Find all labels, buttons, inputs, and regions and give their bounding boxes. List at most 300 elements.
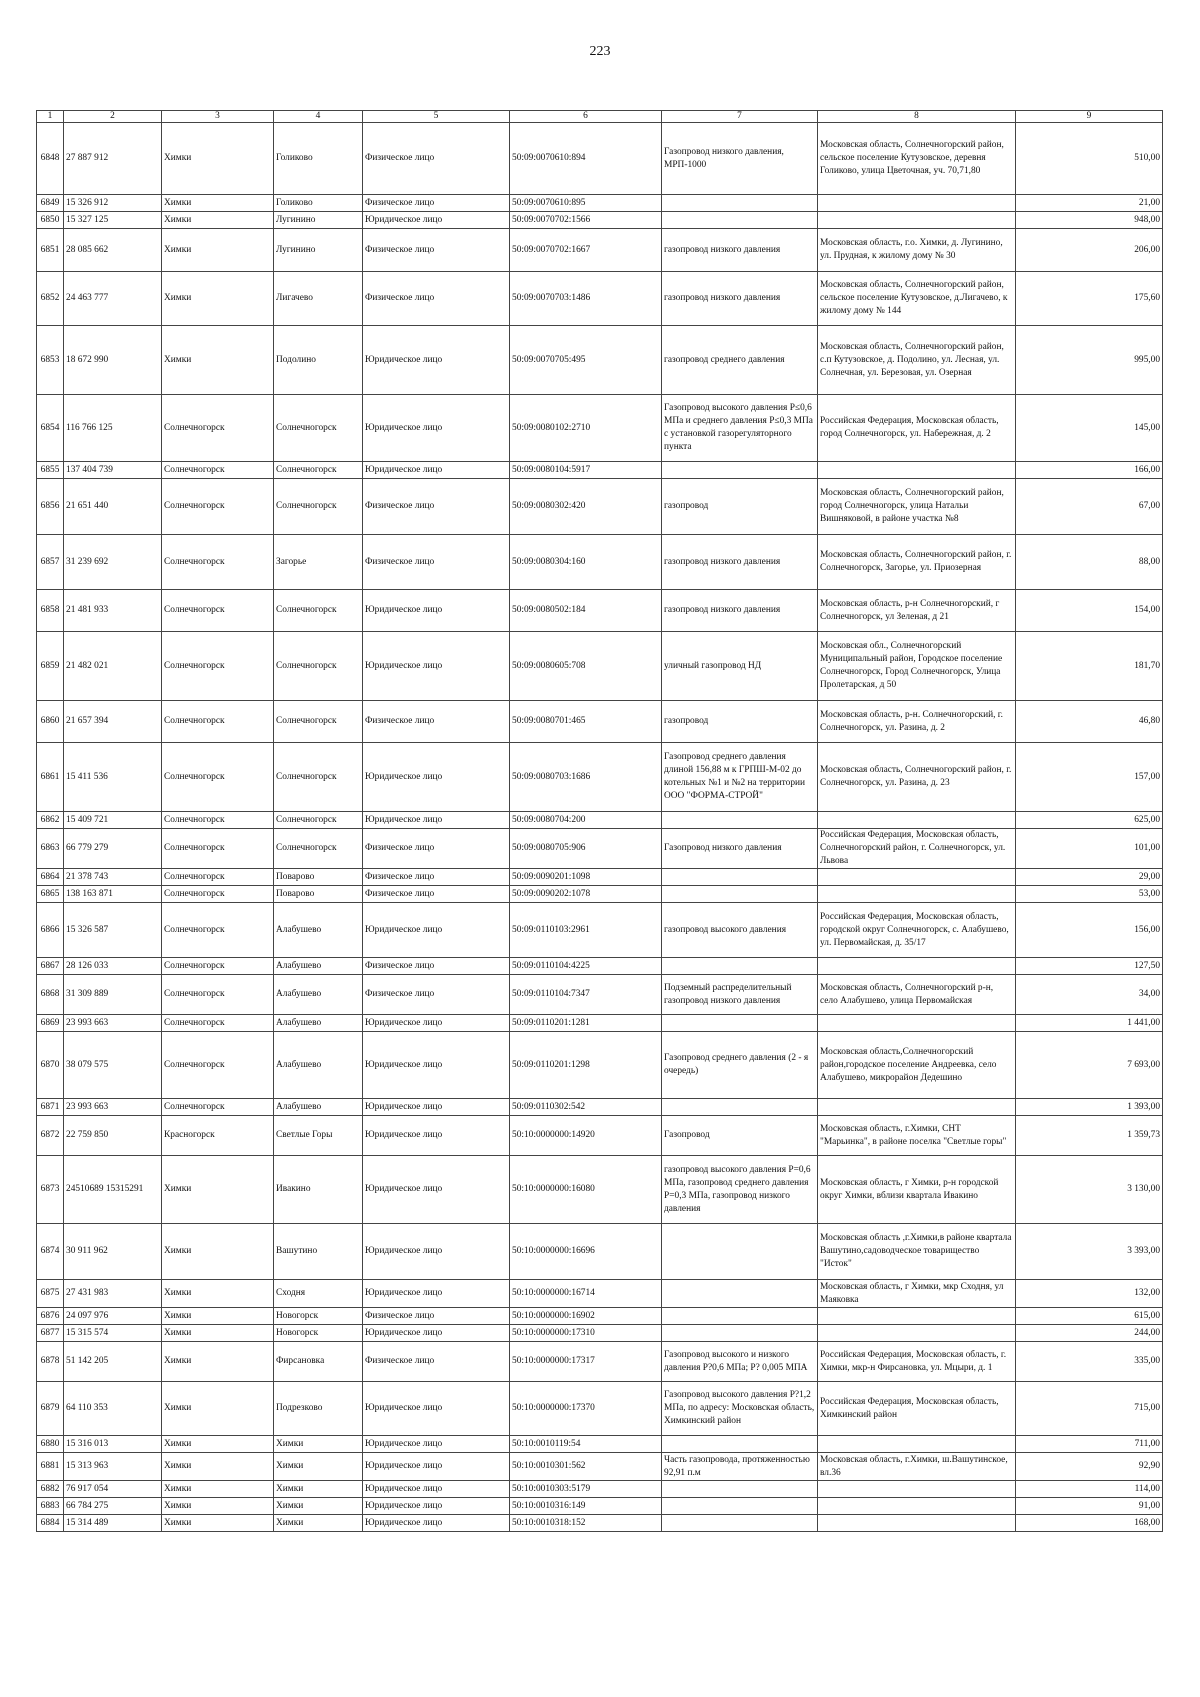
locality-cell: Химки [274,1498,363,1515]
owner-type-cell: Юридическое лицо [363,212,510,229]
address-cell: Российская Федерация, Московская область, город Солнечногорск, ул. Набережная, д. 2 [818,395,1016,462]
locality-cell: Солнечногорск [274,590,363,632]
row-number-cell: 6870 [37,1032,64,1099]
address-cell [818,1099,1016,1116]
owner-type-cell: Юридическое лицо [363,1015,510,1032]
table-row [37,701,1163,743]
cadastral-number-cell: 50:09:0110103:2961 [510,903,662,958]
cadastral-value-cell: 15 326 912 [64,195,162,212]
cadastral-value-cell: 28 085 662 [64,229,162,272]
cadastral-number-cell: 50:09:0080705:906 [510,829,662,869]
cadastral-value-cell: 30 911 962 [64,1224,162,1280]
address-cell: Московская область, г.Химки, ш.Вашутинское, вл.36 [818,1453,1016,1481]
cadastral-value-cell: 21 481 933 [64,590,162,632]
column-header: 6 [510,111,662,123]
object-description-cell [662,1325,818,1342]
table-row [37,462,1163,479]
row-number-cell: 6856 [37,479,64,535]
row-number-cell: 6864 [37,869,64,886]
owner-type-cell: Физическое лицо [363,195,510,212]
row-number-cell: 6865 [37,886,64,903]
address-cell: Московская область, Солнечногорский район, сельское поселение Кутузовское, деревня Голиково, улица Цветочная, уч. 70,71,80 [818,123,1016,195]
table-row [37,869,1163,886]
cadastral-number-cell: 50:10:0000000:17317 [510,1342,662,1382]
table-row [37,958,1163,975]
owner-type-cell: Юридическое лицо [363,632,510,701]
row-number-cell: 6857 [37,535,64,590]
cadastral-value-cell: 51 142 205 [64,1342,162,1382]
locality-cell: Химки [274,1453,363,1481]
area-value-cell: 67,00 [1016,479,1163,535]
district-cell: Солнечногорск [162,535,274,590]
cadastral-number-cell: 50:09:0080703:1686 [510,743,662,812]
locality-cell: Лугинино [274,212,363,229]
row-number-cell: 6862 [37,812,64,829]
area-value-cell: 711,00 [1016,1436,1163,1453]
table-row [37,1382,1163,1436]
cadastral-value-cell: 22 759 850 [64,1116,162,1156]
locality-cell: Подолино [274,326,363,395]
cadastral-number-cell: 50:10:0000000:17310 [510,1325,662,1342]
area-value-cell: 995,00 [1016,326,1163,395]
column-header: 9 [1016,111,1163,123]
object-description-cell: Газопровод высокого давления Р≤0,6 МПа и среднего давления Р≤0,3 МПа с установкой газорегуляторного пункта [662,395,818,462]
owner-type-cell: Физическое лицо [363,1308,510,1325]
address-cell: Российская Федерация, Московская область, Солнечногорский район, г. Солнечногорск, ул. Львова [818,829,1016,869]
row-number-cell: 6849 [37,195,64,212]
cadastral-number-cell: 50:09:0080304:160 [510,535,662,590]
cadastral-number-cell: 50:09:0110104:4225 [510,958,662,975]
object-description-cell [662,1498,818,1515]
cadastral-number-cell: 50:09:0080104:5917 [510,462,662,479]
locality-cell: Поварово [274,886,363,903]
row-number-cell: 6855 [37,462,64,479]
locality-cell: Химки [274,1481,363,1498]
locality-cell: Голиково [274,195,363,212]
table-row [37,1224,1163,1280]
row-number-cell: 6883 [37,1498,64,1515]
row-number-cell: 6871 [37,1099,64,1116]
locality-cell: Солнечногорск [274,701,363,743]
cadastral-value-cell: 138 163 871 [64,886,162,903]
cadastral-number-cell: 50:10:0010316:149 [510,1498,662,1515]
area-value-cell: 615,00 [1016,1308,1163,1325]
cadastral-number-cell: 50:09:0070610:894 [510,123,662,195]
object-description-cell [662,1015,818,1032]
table-row [37,1116,1163,1156]
locality-cell: Солнечногорск [274,812,363,829]
address-cell [818,958,1016,975]
area-value-cell: 715,00 [1016,1382,1163,1436]
object-description-cell: газопровод среднего давления [662,326,818,395]
row-number-cell: 6876 [37,1308,64,1325]
address-cell: Московская область, г Химки, мкр Сходня, ул Маяковка [818,1280,1016,1308]
area-value-cell: 3 393,00 [1016,1224,1163,1280]
locality-cell: Вашутино [274,1224,363,1280]
table-row [37,195,1163,212]
table-row [37,975,1163,1015]
cadastral-value-cell: 21 482 021 [64,632,162,701]
district-cell: Химки [162,1515,274,1532]
table-row [37,1280,1163,1308]
district-cell: Солнечногорск [162,869,274,886]
cadastral-value-cell: 137 404 739 [64,462,162,479]
district-cell: Солнечногорск [162,743,274,812]
address-cell [818,462,1016,479]
district-cell: Химки [162,1308,274,1325]
column-header: 7 [662,111,818,123]
area-value-cell: 510,00 [1016,123,1163,195]
area-value-cell: 154,00 [1016,590,1163,632]
cadastral-value-cell: 38 079 575 [64,1032,162,1099]
object-description-cell [662,1481,818,1498]
locality-cell: Светлые Горы [274,1116,363,1156]
data-table [36,110,1163,1532]
cadastral-number-cell: 50:09:0080302:420 [510,479,662,535]
address-cell: Московская область, Солнечногорский район, с.п Кутузовское, д. Подолино, ул. Лесная, ул. Солнечная, ул. Березовая, ул. Озерная [818,326,1016,395]
locality-cell: Алабушево [274,1032,363,1099]
address-cell [818,886,1016,903]
locality-cell: Химки [274,1515,363,1532]
row-number-cell: 6880 [37,1436,64,1453]
object-description-cell: Подземный распределительный газопровод низкого давления [662,975,818,1015]
district-cell: Химки [162,229,274,272]
locality-cell: Солнечногорск [274,462,363,479]
cadastral-number-cell: 50:09:0070610:895 [510,195,662,212]
object-description-cell: Газопровод высокого давления Р?1,2 МПа, по адресу: Московская область, Химкинский район [662,1382,818,1436]
row-number-cell: 6884 [37,1515,64,1532]
row-number-cell: 6872 [37,1116,64,1156]
area-value-cell: 29,00 [1016,869,1163,886]
cadastral-value-cell: 24 097 976 [64,1308,162,1325]
header-row [37,111,1163,123]
cadastral-value-cell: 15 316 013 [64,1436,162,1453]
cadastral-number-cell: 50:09:0080605:708 [510,632,662,701]
address-cell [818,1436,1016,1453]
area-value-cell: 1 359,73 [1016,1116,1163,1156]
cadastral-value-cell: 21 378 743 [64,869,162,886]
district-cell: Солнечногорск [162,479,274,535]
locality-cell: Сходня [274,1280,363,1308]
owner-type-cell: Юридическое лицо [363,462,510,479]
address-cell: Московская область, р-н. Солнечногорский, г. Солнечногорск, ул. Разина, д. 2 [818,701,1016,743]
table-row [37,1308,1163,1325]
cadastral-value-cell: 76 917 054 [64,1481,162,1498]
locality-cell: Фирсановка [274,1342,363,1382]
row-number-cell: 6869 [37,1015,64,1032]
owner-type-cell: Юридическое лицо [363,1498,510,1515]
cadastral-number-cell: 50:10:0000000:16902 [510,1308,662,1325]
cadastral-number-cell: 50:09:0110201:1281 [510,1015,662,1032]
table-row [37,903,1163,958]
area-value-cell: 53,00 [1016,886,1163,903]
object-description-cell: газопровод низкого давления [662,272,818,326]
table-row [37,1436,1163,1453]
object-description-cell: Газопровод [662,1116,818,1156]
table-row [37,1015,1163,1032]
address-cell [818,1515,1016,1532]
row-number-cell: 6859 [37,632,64,701]
object-description-cell [662,1280,818,1308]
area-value-cell: 34,00 [1016,975,1163,1015]
district-cell: Химки [162,326,274,395]
row-number-cell: 6860 [37,701,64,743]
cadastral-number-cell: 50:09:0070702:1566 [510,212,662,229]
owner-type-cell: Юридическое лицо [363,326,510,395]
locality-cell: Алабушево [274,975,363,1015]
object-description-cell: Газопровод среднего давления (2 - я очередь) [662,1032,818,1099]
table-row [37,743,1163,812]
cadastral-number-cell: 50:10:0000000:14920 [510,1116,662,1156]
object-description-cell: газопровод высокого давления [662,903,818,958]
district-cell: Солнечногорск [162,1015,274,1032]
area-value-cell: 156,00 [1016,903,1163,958]
table-row [37,886,1163,903]
area-value-cell: 132,00 [1016,1280,1163,1308]
address-cell: Московская область,Солнечногорский район,городское поселение Андреевка, село Алабушево, микрорайон Дедешино [818,1032,1016,1099]
district-cell: Красногорск [162,1116,274,1156]
cadastral-number-cell: 50:09:0090201:1098 [510,869,662,886]
table-row [37,272,1163,326]
locality-cell: Алабушево [274,1015,363,1032]
owner-type-cell: Юридическое лицо [363,1280,510,1308]
locality-cell: Подрезково [274,1382,363,1436]
address-cell [818,195,1016,212]
area-value-cell: 88,00 [1016,535,1163,590]
owner-type-cell: Физическое лицо [363,886,510,903]
cadastral-number-cell: 50:10:0000000:16714 [510,1280,662,1308]
area-value-cell: 3 130,00 [1016,1156,1163,1224]
row-number-cell: 6873 [37,1156,64,1224]
owner-type-cell: Физическое лицо [363,123,510,195]
cadastral-value-cell: 15 314 489 [64,1515,162,1532]
cadastral-number-cell: 50:10:0010301:562 [510,1453,662,1481]
object-description-cell [662,1515,818,1532]
owner-type-cell: Юридическое лицо [363,1436,510,1453]
district-cell: Солнечногорск [162,1032,274,1099]
row-number-cell: 6877 [37,1325,64,1342]
column-header: 4 [274,111,363,123]
owner-type-cell: Юридическое лицо [363,1224,510,1280]
district-cell: Химки [162,1224,274,1280]
area-value-cell: 1 441,00 [1016,1015,1163,1032]
cadastral-value-cell: 24 463 777 [64,272,162,326]
object-description-cell [662,958,818,975]
table-row [37,1453,1163,1481]
object-description-cell [662,195,818,212]
cadastral-value-cell: 31 309 889 [64,975,162,1015]
locality-cell: Алабушево [274,958,363,975]
owner-type-cell: Физическое лицо [363,535,510,590]
district-cell: Солнечногорск [162,886,274,903]
cadastral-value-cell: 28 126 033 [64,958,162,975]
locality-cell: Солнечногорск [274,479,363,535]
object-description-cell: Часть газопровода, протяженностью 92,91 п.м [662,1453,818,1481]
address-cell: Московская обл., Солнечногорский Муниципальный район, Городское поселение Солнечногорск, Город Солнечногорск, Улица Пролетарская, д 50 [818,632,1016,701]
owner-type-cell: Юридическое лицо [363,1382,510,1436]
cadastral-value-cell: 116 766 125 [64,395,162,462]
owner-type-cell: Юридическое лицо [363,743,510,812]
address-cell [818,869,1016,886]
district-cell: Химки [162,1436,274,1453]
column-header: 8 [818,111,1016,123]
column-header: 2 [64,111,162,123]
locality-cell: Лугинино [274,229,363,272]
district-cell: Солнечногорск [162,958,274,975]
locality-cell: Химки [274,1436,363,1453]
locality-cell: Солнечногорск [274,395,363,462]
owner-type-cell: Юридическое лицо [363,903,510,958]
object-description-cell [662,1308,818,1325]
column-header: 5 [363,111,510,123]
row-number-cell: 6854 [37,395,64,462]
row-number-cell: 6866 [37,903,64,958]
district-cell: Солнечногорск [162,1099,274,1116]
district-cell: Химки [162,272,274,326]
owner-type-cell: Юридическое лицо [363,1515,510,1532]
object-description-cell [662,1099,818,1116]
district-cell: Химки [162,1156,274,1224]
owner-type-cell: Юридическое лицо [363,395,510,462]
table-row [37,590,1163,632]
owner-type-cell: Юридическое лицо [363,1481,510,1498]
owner-type-cell: Юридическое лицо [363,1032,510,1099]
address-cell: Московская область, г.Химки, СНТ "Марьинка", в районе поселка "Светлые горы" [818,1116,1016,1156]
address-cell [818,1308,1016,1325]
cadastral-number-cell: 50:09:0080701:465 [510,701,662,743]
object-description-cell [662,886,818,903]
locality-cell: Загорье [274,535,363,590]
object-description-cell [662,812,818,829]
address-cell: Российская Федерация, Московская область, городской округ Солнечногорск, с. Алабушево, ул. Первомайская, д. 35/17 [818,903,1016,958]
owner-type-cell: Физическое лицо [363,869,510,886]
row-number-cell: 6858 [37,590,64,632]
address-cell: Московская область, Солнечногорский район, сельское поселение Кутузовское, д.Лигачево, к жилому дому № 144 [818,272,1016,326]
address-cell: Московская область, г.о. Химки, д. Лугинино, ул. Прудная, к жилому дому № 30 [818,229,1016,272]
address-cell: Московская область, Солнечногорский район, город Солнечногорск, улица Натальи Вишняковой, в районе участка №8 [818,479,1016,535]
cadastral-number-cell: 50:09:0070703:1486 [510,272,662,326]
cadastral-value-cell: 18 672 990 [64,326,162,395]
district-cell: Химки [162,1382,274,1436]
table-row [37,812,1163,829]
district-cell: Химки [162,1481,274,1498]
area-value-cell: 157,00 [1016,743,1163,812]
cadastral-number-cell: 50:09:0080502:184 [510,590,662,632]
area-value-cell: 175,60 [1016,272,1163,326]
cadastral-value-cell: 15 313 963 [64,1453,162,1481]
table-row [37,326,1163,395]
owner-type-cell: Юридическое лицо [363,812,510,829]
cadastral-value-cell: 23 993 663 [64,1015,162,1032]
district-cell: Химки [162,212,274,229]
area-value-cell: 101,00 [1016,829,1163,869]
object-description-cell [662,1436,818,1453]
address-cell [818,812,1016,829]
district-cell: Химки [162,1325,274,1342]
cadastral-number-cell: 50:09:0070702:1667 [510,229,662,272]
address-cell [818,212,1016,229]
area-value-cell: 244,00 [1016,1325,1163,1342]
locality-cell: Новогорск [274,1308,363,1325]
row-number-cell: 6863 [37,829,64,869]
owner-type-cell: Физическое лицо [363,958,510,975]
object-description-cell [662,462,818,479]
area-value-cell: 114,00 [1016,1481,1163,1498]
table-row [37,1156,1163,1224]
cadastral-number-cell: 50:10:0010303:5179 [510,1481,662,1498]
row-number-cell: 6868 [37,975,64,1015]
row-number-cell: 6875 [37,1280,64,1308]
row-number-cell: 6878 [37,1342,64,1382]
locality-cell: Ивакино [274,1156,363,1224]
cadastral-number-cell: 50:10:0010119:54 [510,1436,662,1453]
cadastral-number-cell: 50:09:0110104:7347 [510,975,662,1015]
row-number-cell: 6881 [37,1453,64,1481]
owner-type-cell: Юридическое лицо [363,1099,510,1116]
object-description-cell: газопровод [662,701,818,743]
area-value-cell: 625,00 [1016,812,1163,829]
owner-type-cell: Юридическое лицо [363,1325,510,1342]
district-cell: Солнечногорск [162,812,274,829]
cadastral-number-cell: 50:10:0000000:16080 [510,1156,662,1224]
district-cell: Химки [162,1342,274,1382]
area-value-cell: 948,00 [1016,212,1163,229]
owner-type-cell: Физическое лицо [363,1342,510,1382]
table-row [37,829,1163,869]
object-description-cell [662,1224,818,1280]
owner-type-cell: Юридическое лицо [363,1156,510,1224]
table-row [37,212,1163,229]
owner-type-cell: Юридическое лицо [363,1116,510,1156]
cadastral-value-cell: 66 784 275 [64,1498,162,1515]
owner-type-cell: Физическое лицо [363,272,510,326]
cadastral-value-cell: 15 326 587 [64,903,162,958]
locality-cell: Голиково [274,123,363,195]
area-value-cell: 181,70 [1016,632,1163,701]
owner-type-cell: Физическое лицо [363,229,510,272]
address-cell [818,1015,1016,1032]
district-cell: Химки [162,123,274,195]
area-value-cell: 21,00 [1016,195,1163,212]
row-number-cell: 6851 [37,229,64,272]
area-value-cell: 335,00 [1016,1342,1163,1382]
cadastral-number-cell: 50:09:0110302:542 [510,1099,662,1116]
table-row [37,1481,1163,1498]
cadastral-value-cell: 15 409 721 [64,812,162,829]
object-description-cell: газопровод высокого давления Р=0,6 МПа, газопровод среднего давления Р=0,3 МПа, газопровод низкого давления [662,1156,818,1224]
object-description-cell: Газопровод низкого давления [662,829,818,869]
locality-cell: Солнечногорск [274,632,363,701]
cadastral-value-cell: 15 327 125 [64,212,162,229]
address-cell: Московская область, Солнечногорский район, г. Солнечногорск, ул. Разина, д. 23 [818,743,1016,812]
cadastral-value-cell: 27 431 983 [64,1280,162,1308]
table-row [37,1342,1163,1382]
locality-cell: Алабушево [274,903,363,958]
cadastral-number-cell: 50:09:0110201:1298 [510,1032,662,1099]
cadastral-value-cell: 24510689 15315291 [64,1156,162,1224]
cadastral-value-cell: 64 110 353 [64,1382,162,1436]
object-description-cell: Газопровод низкого давления, МРП-1000 [662,123,818,195]
table-row [37,535,1163,590]
area-value-cell: 168,00 [1016,1515,1163,1532]
owner-type-cell: Физическое лицо [363,829,510,869]
object-description-cell: газопровод [662,479,818,535]
owner-type-cell: Юридическое лицо [363,1453,510,1481]
table-row [37,1032,1163,1099]
district-cell: Химки [162,1498,274,1515]
address-cell: Московская область, р-н Солнечногорский, г Солнечногорск, ул Зеленая, д 21 [818,590,1016,632]
district-cell: Солнечногорск [162,395,274,462]
